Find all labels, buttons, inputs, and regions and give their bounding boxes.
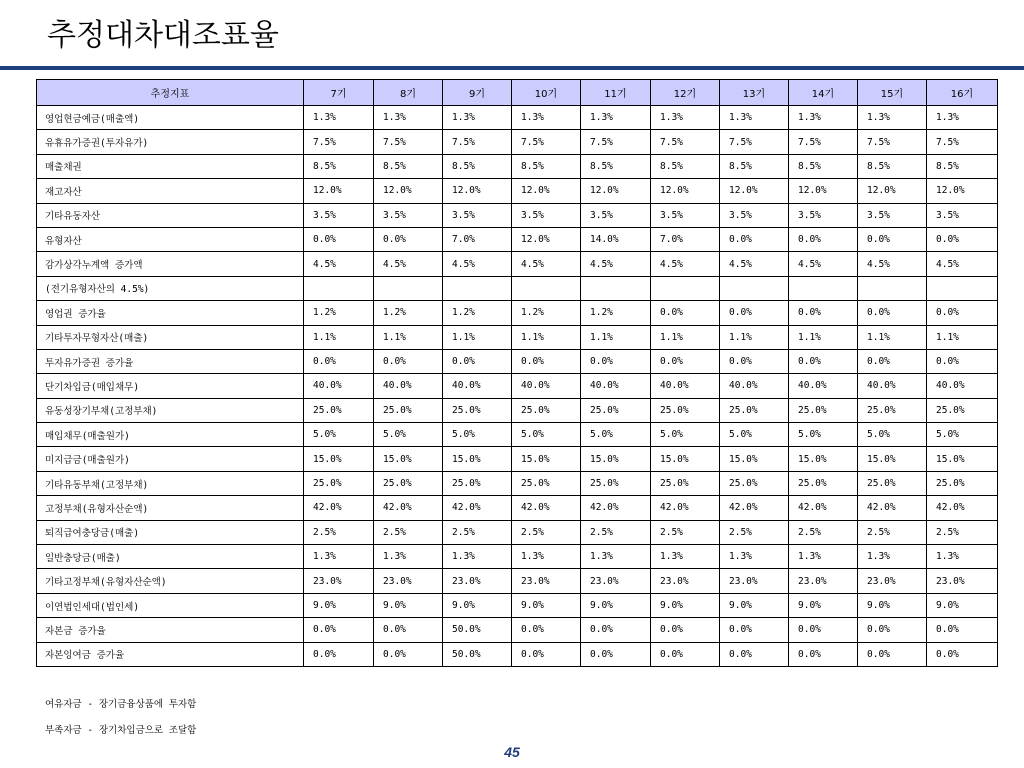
table-cell: 8.5% [304, 154, 374, 178]
row-label: 이연법인세대(법인세) [37, 593, 304, 617]
table-cell: 1.3% [720, 106, 789, 130]
row-label: 고정부채(유형자산순액) [37, 496, 304, 520]
ratio-table-container [36, 79, 997, 667]
table-cell: 25.0% [304, 398, 374, 422]
table-cell: 0.0% [651, 301, 720, 325]
table-cell: 3.5% [374, 203, 443, 227]
row-label: 퇴직급여충당금(매출) [37, 520, 304, 544]
table-cell: 1.3% [374, 545, 443, 569]
table-cell: 12.0% [858, 179, 927, 203]
header-period-7: 7기 [304, 80, 374, 106]
table-cell: 25.0% [512, 471, 581, 495]
table-cell: 9.0% [651, 593, 720, 617]
row-label: 투자유가증권 증가율 [37, 349, 304, 373]
table-cell: 1.3% [858, 106, 927, 130]
table-cell: 23.0% [927, 569, 998, 593]
table-cell: 25.0% [651, 471, 720, 495]
table-cell: 5.0% [858, 423, 927, 447]
table-cell: 42.0% [720, 496, 789, 520]
row-label: 기타유동자산 [37, 203, 304, 227]
header-period-8: 8기 [374, 80, 443, 106]
table-cell: 0.0% [304, 642, 374, 666]
table-row [37, 471, 998, 495]
table-cell: 40.0% [927, 374, 998, 398]
table-cell: 25.0% [927, 398, 998, 422]
table-cell: 4.5% [443, 252, 512, 276]
table-cell: 7.0% [651, 227, 720, 251]
table-cell: 1.3% [512, 545, 581, 569]
header-period-10: 10기 [512, 80, 581, 106]
table-cell: 5.0% [443, 423, 512, 447]
table-cell [374, 276, 443, 300]
table-cell: 0.0% [789, 227, 858, 251]
table-cell: 1.2% [581, 301, 651, 325]
table-cell [512, 276, 581, 300]
table-cell: 0.0% [512, 618, 581, 642]
table-row [37, 618, 998, 642]
table-row [37, 252, 998, 276]
row-label: 감가상각누계액 증가액 [37, 252, 304, 276]
table-cell: 5.0% [374, 423, 443, 447]
table-cell: 8.5% [651, 154, 720, 178]
table-cell: 2.5% [374, 520, 443, 544]
table-cell: 0.0% [304, 227, 374, 251]
table-cell: 15.0% [443, 447, 512, 471]
row-label: 영업현금예금(매출액) [37, 106, 304, 130]
table-cell: 23.0% [651, 569, 720, 593]
table-cell: 25.0% [927, 471, 998, 495]
table-cell: 3.5% [789, 203, 858, 227]
page-title: 추정대차대조표율 [47, 18, 279, 53]
table-row [37, 349, 998, 373]
table-cell: 25.0% [789, 398, 858, 422]
table-cell: 1.3% [512, 106, 581, 130]
table-cell: 2.5% [927, 520, 998, 544]
table-cell: 9.0% [927, 593, 998, 617]
table-cell: 5.0% [512, 423, 581, 447]
table-cell: 23.0% [304, 569, 374, 593]
table-row [37, 447, 998, 471]
table-cell: 0.0% [720, 349, 789, 373]
row-label: 자본잉여금 증가율 [37, 642, 304, 666]
table-cell: 1.1% [858, 325, 927, 349]
table-cell: 8.5% [858, 154, 927, 178]
table-row [37, 642, 998, 666]
header-period-13: 13기 [720, 80, 789, 106]
row-label: 단기차입금(매입채무) [37, 374, 304, 398]
table-cell: 5.0% [720, 423, 789, 447]
table-cell: 1.2% [374, 301, 443, 325]
table-cell: 12.0% [304, 179, 374, 203]
header-period-9: 9기 [443, 80, 512, 106]
table-cell: 42.0% [581, 496, 651, 520]
table-row [37, 520, 998, 544]
table-cell: 8.5% [927, 154, 998, 178]
table-cell [304, 276, 374, 300]
table-cell: 40.0% [512, 374, 581, 398]
row-label: 유휴유가증권(투자유가) [37, 130, 304, 154]
row-label: 유동성장기부채(고정부채) [37, 398, 304, 422]
table-cell: 0.0% [720, 301, 789, 325]
table-cell: 3.5% [858, 203, 927, 227]
table-cell: 7.5% [927, 130, 998, 154]
table-cell: 25.0% [789, 471, 858, 495]
table-row [37, 545, 998, 569]
table-row [37, 398, 998, 422]
row-label: 영업권 증가율 [37, 301, 304, 325]
table-cell: 1.2% [512, 301, 581, 325]
table-cell: 25.0% [581, 471, 651, 495]
table-cell: 4.5% [789, 252, 858, 276]
table-cell: 1.3% [651, 545, 720, 569]
table-cell: 0.0% [512, 642, 581, 666]
table-cell: 42.0% [512, 496, 581, 520]
table-cell [789, 276, 858, 300]
table-cell: 23.0% [581, 569, 651, 593]
table-cell: 0.0% [858, 301, 927, 325]
table-cell: 5.0% [651, 423, 720, 447]
table-cell: 25.0% [374, 398, 443, 422]
table-cell: 1.3% [374, 106, 443, 130]
table-cell: 0.0% [927, 642, 998, 666]
table-row [37, 106, 998, 130]
table-cell: 0.0% [374, 227, 443, 251]
table-cell: 9.0% [581, 593, 651, 617]
table-cell: 1.3% [789, 106, 858, 130]
table-cell: 12.0% [512, 179, 581, 203]
table-cell: 5.0% [927, 423, 998, 447]
row-label: 재고자산 [37, 179, 304, 203]
header-period-15: 15기 [858, 80, 927, 106]
table-cell: 23.0% [374, 569, 443, 593]
row-label: 미지급금(매출원가) [37, 447, 304, 471]
row-label: 기타투자무형자산(매출) [37, 325, 304, 349]
table-cell: 0.0% [789, 301, 858, 325]
row-label: 매입채무(매출원가) [37, 423, 304, 447]
table-cell: 0.0% [858, 227, 927, 251]
table-cell: 15.0% [651, 447, 720, 471]
table-cell: 1.3% [581, 106, 651, 130]
table-cell: 2.5% [304, 520, 374, 544]
table-cell: 1.1% [720, 325, 789, 349]
table-cell: 8.5% [512, 154, 581, 178]
table-row [37, 154, 998, 178]
table-cell: 7.5% [374, 130, 443, 154]
table-cell: 3.5% [720, 203, 789, 227]
estimated-balance-sheet-ratio-table [36, 79, 998, 667]
table-cell: 2.5% [443, 520, 512, 544]
table-cell [720, 276, 789, 300]
table-cell: 0.0% [651, 642, 720, 666]
table-cell: 3.5% [443, 203, 512, 227]
table-cell: 0.0% [374, 618, 443, 642]
table-cell: 0.0% [720, 642, 789, 666]
table-cell: 1.3% [927, 106, 998, 130]
table-cell: 25.0% [858, 471, 927, 495]
table-cell: 0.0% [927, 227, 998, 251]
table-cell: 14.0% [581, 227, 651, 251]
table-cell [858, 276, 927, 300]
table-row [37, 374, 998, 398]
table-cell: 0.0% [858, 618, 927, 642]
table-cell: 0.0% [858, 349, 927, 373]
table-cell: 5.0% [581, 423, 651, 447]
table-cell: 42.0% [304, 496, 374, 520]
table-row [37, 276, 998, 300]
table-cell: 40.0% [720, 374, 789, 398]
table-cell: 8.5% [374, 154, 443, 178]
table-cell: 1.3% [304, 545, 374, 569]
footnote-surplus-funds: 여유자금 - 장기금융상품에 투자함 [45, 699, 197, 710]
table-cell: 7.5% [720, 130, 789, 154]
table-cell: 3.5% [651, 203, 720, 227]
table-cell: 25.0% [581, 398, 651, 422]
table-cell: 50.0% [443, 642, 512, 666]
table-cell: 1.3% [651, 106, 720, 130]
table-cell: 50.0% [443, 618, 512, 642]
table-cell: 40.0% [443, 374, 512, 398]
table-cell: 0.0% [927, 618, 998, 642]
table-cell: 12.0% [581, 179, 651, 203]
table-cell: 2.5% [581, 520, 651, 544]
table-cell: 4.5% [651, 252, 720, 276]
row-label: 매출채권 [37, 154, 304, 178]
table-row [37, 301, 998, 325]
table-cell: 0.0% [512, 349, 581, 373]
table-cell: 0.0% [581, 642, 651, 666]
table-cell [927, 276, 998, 300]
table-cell: 9.0% [720, 593, 789, 617]
header-period-14: 14기 [789, 80, 858, 106]
table-row [37, 593, 998, 617]
table-cell: 8.5% [789, 154, 858, 178]
table-cell: 9.0% [374, 593, 443, 617]
table-cell: 12.0% [651, 179, 720, 203]
table-cell: 1.1% [512, 325, 581, 349]
table-cell: 15.0% [720, 447, 789, 471]
table-cell: 25.0% [304, 471, 374, 495]
table-cell: 1.1% [927, 325, 998, 349]
table-cell: 0.0% [581, 618, 651, 642]
title-divider [0, 66, 1024, 70]
table-cell: 2.5% [858, 520, 927, 544]
row-label: 유형자산 [37, 227, 304, 251]
table-cell: 40.0% [789, 374, 858, 398]
table-cell: 8.5% [443, 154, 512, 178]
table-cell: 15.0% [789, 447, 858, 471]
table-cell: 42.0% [374, 496, 443, 520]
table-cell: 42.0% [789, 496, 858, 520]
table-cell: 1.3% [789, 545, 858, 569]
table-cell: 4.5% [858, 252, 927, 276]
header-period-11: 11기 [581, 80, 651, 106]
table-cell: 2.5% [720, 520, 789, 544]
table-cell: 40.0% [581, 374, 651, 398]
table-row [37, 325, 998, 349]
table-cell: 0.0% [651, 349, 720, 373]
table-row [37, 423, 998, 447]
table-cell: 42.0% [858, 496, 927, 520]
table-cell: 9.0% [304, 593, 374, 617]
table-cell: 3.5% [581, 203, 651, 227]
table-cell: 3.5% [304, 203, 374, 227]
table-cell: 2.5% [651, 520, 720, 544]
table-cell: 4.5% [374, 252, 443, 276]
table-cell: 23.0% [720, 569, 789, 593]
table-cell: 25.0% [720, 398, 789, 422]
table-cell: 9.0% [512, 593, 581, 617]
table-cell: 7.5% [304, 130, 374, 154]
table-body [37, 106, 998, 667]
table-cell: 4.5% [581, 252, 651, 276]
table-cell: 8.5% [581, 154, 651, 178]
table-cell: 7.5% [858, 130, 927, 154]
table-cell: 1.3% [927, 545, 998, 569]
row-label: (전기유형자산의 4.5%) [37, 276, 304, 300]
table-cell: 40.0% [858, 374, 927, 398]
table-cell: 42.0% [651, 496, 720, 520]
table-cell: 1.1% [304, 325, 374, 349]
table-cell: 9.0% [858, 593, 927, 617]
table-cell: 23.0% [443, 569, 512, 593]
table-row [37, 179, 998, 203]
table-cell: 23.0% [512, 569, 581, 593]
table-cell: 15.0% [304, 447, 374, 471]
table-cell: 25.0% [374, 471, 443, 495]
table-cell: 1.1% [374, 325, 443, 349]
table-cell: 1.1% [789, 325, 858, 349]
table-cell: 40.0% [374, 374, 443, 398]
row-label: 일반충당금(매출) [37, 545, 304, 569]
table-cell: 0.0% [789, 618, 858, 642]
table-row [37, 569, 998, 593]
table-cell: 4.5% [927, 252, 998, 276]
table-cell: 1.3% [720, 545, 789, 569]
table-cell: 0.0% [858, 642, 927, 666]
table-cell: 7.5% [443, 130, 512, 154]
table-cell: 15.0% [374, 447, 443, 471]
table-row [37, 227, 998, 251]
table-cell: 9.0% [443, 593, 512, 617]
table-cell: 4.5% [720, 252, 789, 276]
table-cell: 15.0% [927, 447, 998, 471]
table-cell: 3.5% [927, 203, 998, 227]
table-cell: 0.0% [651, 618, 720, 642]
table-cell: 7.0% [443, 227, 512, 251]
table-cell: 12.0% [443, 179, 512, 203]
row-label: 기타고정부채(유형자산순액) [37, 569, 304, 593]
table-cell: 15.0% [581, 447, 651, 471]
table-cell: 7.5% [512, 130, 581, 154]
footnote-deficit-funds: 부족자금 - 장기차입금으로 조달함 [45, 725, 197, 736]
table-cell: 25.0% [512, 398, 581, 422]
table-cell: 42.0% [927, 496, 998, 520]
table-cell: 15.0% [512, 447, 581, 471]
table-cell: 1.1% [443, 325, 512, 349]
table-cell: 23.0% [789, 569, 858, 593]
table-cell: 1.1% [651, 325, 720, 349]
table-cell: 1.3% [581, 545, 651, 569]
table-cell: 0.0% [374, 642, 443, 666]
table-cell: 1.3% [304, 106, 374, 130]
table-cell: 1.2% [443, 301, 512, 325]
table-cell: 1.1% [581, 325, 651, 349]
table-cell: 1.2% [304, 301, 374, 325]
footnotes [45, 692, 196, 744]
table-cell: 0.0% [927, 349, 998, 373]
table-cell: 0.0% [443, 349, 512, 373]
table-cell: 0.0% [927, 301, 998, 325]
table-cell: 1.3% [858, 545, 927, 569]
table-cell: 25.0% [443, 398, 512, 422]
table-cell: 25.0% [720, 471, 789, 495]
table-cell: 12.0% [789, 179, 858, 203]
table-cell: 23.0% [858, 569, 927, 593]
table-cell: 25.0% [651, 398, 720, 422]
table-cell: 7.5% [581, 130, 651, 154]
table-cell: 15.0% [858, 447, 927, 471]
table-cell: 9.0% [789, 593, 858, 617]
table-cell: 12.0% [374, 179, 443, 203]
table-cell: 5.0% [789, 423, 858, 447]
page-number: 45 [504, 744, 520, 760]
table-cell: 8.5% [720, 154, 789, 178]
row-label: 자본금 증가율 [37, 618, 304, 642]
table-cell: 0.0% [304, 618, 374, 642]
table-cell: 25.0% [443, 471, 512, 495]
table-cell: 0.0% [720, 227, 789, 251]
table-cell: 2.5% [512, 520, 581, 544]
table-cell: 0.0% [374, 349, 443, 373]
table-cell: 25.0% [858, 398, 927, 422]
table-cell [581, 276, 651, 300]
table-row [37, 130, 998, 154]
table-cell [651, 276, 720, 300]
table-cell: 0.0% [789, 349, 858, 373]
table-cell: 12.0% [720, 179, 789, 203]
table-cell: 12.0% [927, 179, 998, 203]
table-cell: 4.5% [512, 252, 581, 276]
table-cell: 42.0% [443, 496, 512, 520]
header-period-16: 16기 [927, 80, 998, 106]
header-period-12: 12기 [651, 80, 720, 106]
table-cell [443, 276, 512, 300]
table-header-row [37, 80, 998, 106]
table-cell: 3.5% [512, 203, 581, 227]
table-cell: 0.0% [789, 642, 858, 666]
table-cell: 0.0% [581, 349, 651, 373]
table-row [37, 203, 998, 227]
table-cell: 7.5% [651, 130, 720, 154]
table-cell: 40.0% [651, 374, 720, 398]
table-cell: 0.0% [720, 618, 789, 642]
header-indicator: 추정지표 [37, 80, 304, 106]
table-cell: 12.0% [512, 227, 581, 251]
table-cell: 0.0% [304, 349, 374, 373]
row-label: 기타유동부채(고정부채) [37, 471, 304, 495]
table-cell: 1.3% [443, 106, 512, 130]
table-cell: 2.5% [789, 520, 858, 544]
table-cell: 1.3% [443, 545, 512, 569]
table-cell: 40.0% [304, 374, 374, 398]
table-cell: 7.5% [789, 130, 858, 154]
table-cell: 5.0% [304, 423, 374, 447]
table-row [37, 496, 998, 520]
table-cell: 4.5% [304, 252, 374, 276]
